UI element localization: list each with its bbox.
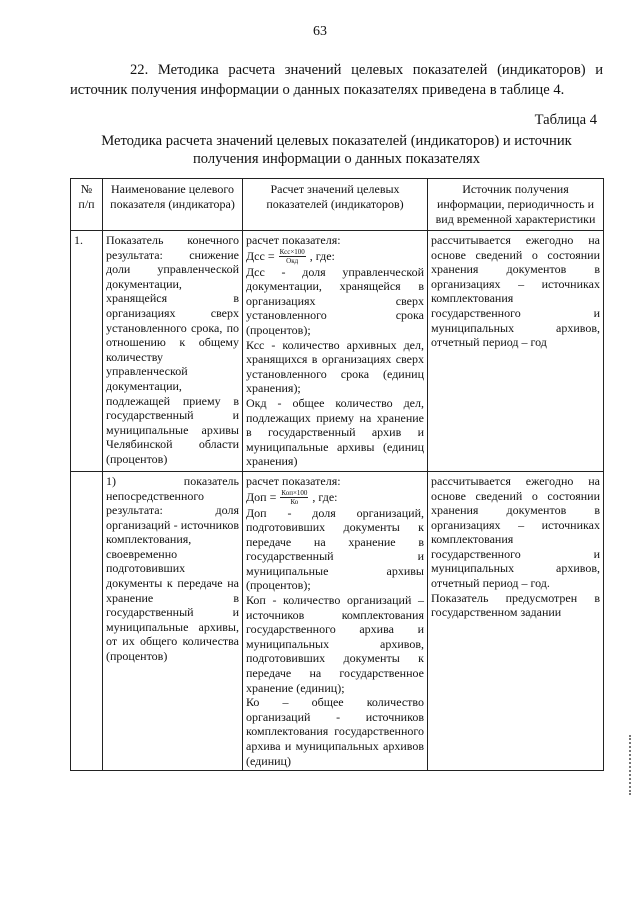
formula-numerator: Коп×100 — [281, 488, 308, 497]
calculation-cell — [243, 471, 428, 770]
row-number: 1. — [71, 231, 103, 472]
row-number — [71, 471, 103, 770]
calculation-line: Окд - общее количество дел, подлежащих приему на хранение в государственный архив и муниципальные архивы (единиц хранения) — [246, 395, 424, 469]
table-title: Методика расчета значений целевых показателей (индикаторов) и источник получения информации о данных показателях — [101, 133, 572, 167]
formula — [246, 248, 335, 265]
formula-lhs: Доп = — [246, 489, 277, 504]
indicator-name-cell — [103, 471, 243, 770]
scan-margin-mark — [629, 735, 634, 795]
calculation-line: Дсс - доля управленческой документации, хранящейся в организациях сверх установленного срока (процентов); — [246, 264, 424, 337]
formula-lhs: Дсс = — [246, 248, 275, 263]
table-label: Таблица 4 — [534, 112, 597, 128]
formula-tail: , где: — [309, 248, 335, 263]
indicator-name: Показатель конечного результата: снижение доли управленческой документации, хранящейся в организациях сверх установленного срока, по отношению к общему количеству управленческой документации, подлежащей приему в государственный и муниципальные архивы Челябинской области (процентов) — [106, 233, 239, 466]
header-indicator-name: Наименование целевого показателя (индикатора) — [103, 179, 243, 231]
calculation-line: Доп - доля организаций, подготовивших документы к передаче на хранение в государственный и муниципальные архивы (процентов); — [246, 505, 424, 593]
formula-fraction — [279, 248, 306, 265]
indicator-name: 1) показатель непосредственного результата: доля организаций - источников комплектования, своевременно подготовивших документы к передаче на хранение в государственный и муниципальные архивы, от их общего количества (процентов) — [106, 473, 239, 664]
formula-denominator: Ко — [290, 497, 299, 506]
source-text: рассчитывается ежегодно на основе сведений о состоянии хранения документов в организациях – источниках комплектования государственного и муниципальных архивов, отчетный период – год. — [431, 473, 600, 591]
calculation-intro: расчет показателя: — [246, 233, 341, 247]
formula-fraction — [280, 489, 308, 506]
table-row — [71, 231, 604, 472]
header-source: Источник получения информации, периодичность и вид временной характеристики — [428, 179, 604, 231]
source-cell — [428, 231, 604, 472]
header-number: № п/п — [71, 179, 103, 231]
calculation-cell — [243, 231, 428, 472]
formula — [246, 489, 337, 506]
page-number: 63 — [313, 24, 327, 39]
source-text: рассчитывается ежегодно на основе сведений о состоянии хранения документов в организациях – источниках комплектования государственного и муниципальных архивов, отчетный период – год — [431, 233, 600, 350]
source-note: Показатель предусмотрен в государственном задании — [431, 590, 600, 620]
indicators-table — [70, 178, 604, 771]
table-header-row — [71, 179, 604, 231]
formula-denominator: Окд — [286, 256, 299, 265]
source-cell — [428, 471, 604, 770]
table-row — [71, 471, 604, 770]
calculation-line: Ксс - количество архивных дел, хранящихся в организациях сверх установленного срока (единиц хранения); — [246, 337, 424, 396]
indicator-name-cell — [103, 231, 243, 472]
calculation-intro: расчет показателя: — [246, 473, 341, 488]
header-calculation: Расчет значений целевых показателей (индикаторов) — [243, 179, 428, 231]
calculation-line: Ко – общее количество организаций - источников комплектования государственного архива и муниципальных архивов (единиц) — [246, 695, 424, 768]
intro-paragraph: 22. Методика расчета значений целевых показателей (индикаторов) и источник получения информации о данных показателях приведена в таблице 4. — [70, 62, 603, 98]
formula-numerator: Ксс×100 — [279, 247, 305, 256]
calculation-line: Коп - количество организаций – источников комплектования государственного архива и муниципальных архивов, подготовивших документы к передаче на государственное хранение (единиц); — [246, 593, 424, 695]
formula-tail: , где: — [312, 489, 338, 504]
